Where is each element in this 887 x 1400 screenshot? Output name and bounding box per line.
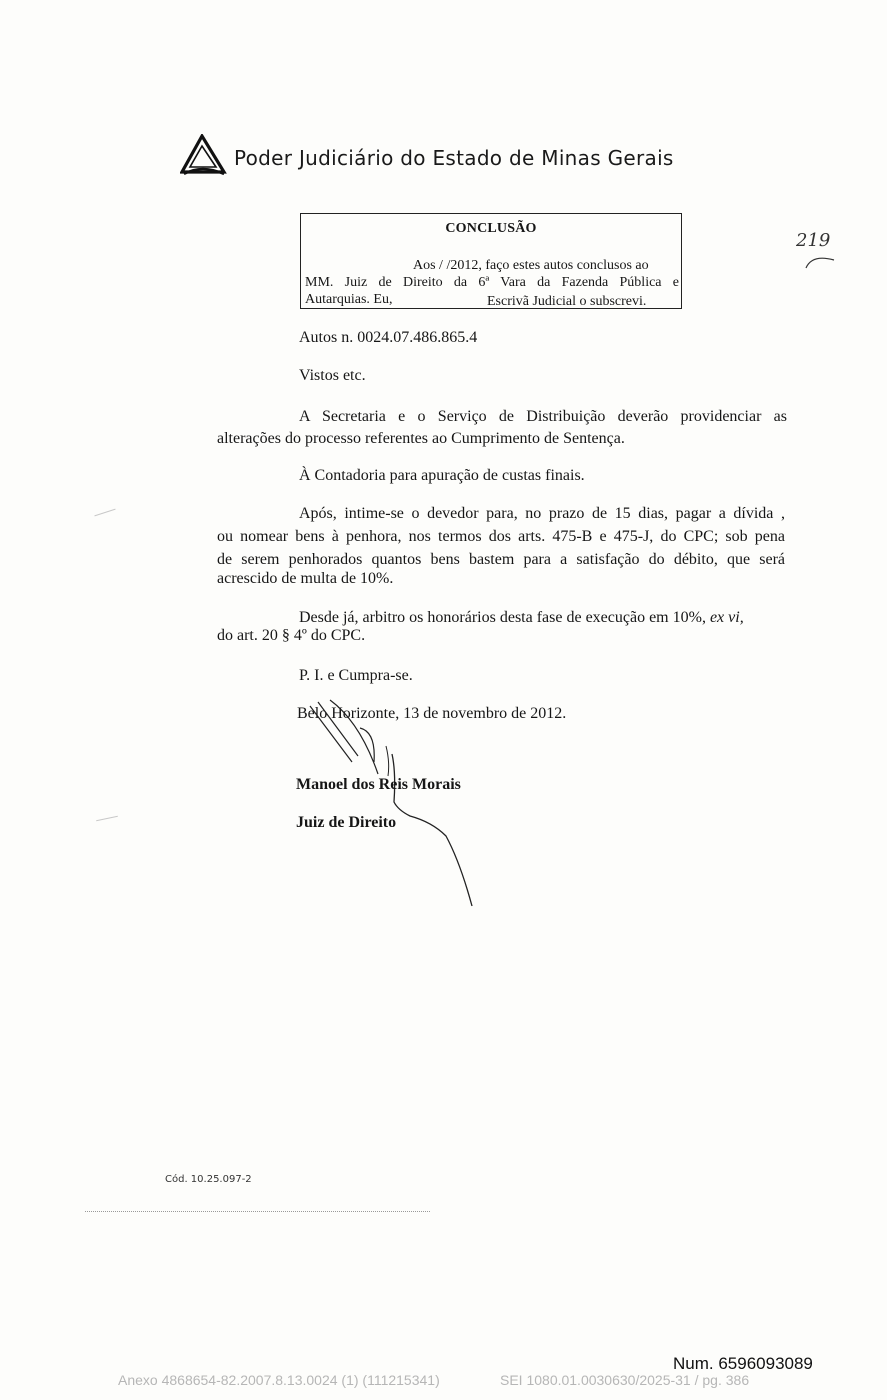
paragraph-2: À Contadoria para apuração de custas finais. <box>299 467 585 484</box>
autos-number: Autos n. 0024.07.486.865.4 <box>299 329 478 346</box>
page-number-flourish <box>804 252 838 270</box>
paragraph-3-line-2: ou nomear bens à penhora, nos termos dos arts. 475-B e 475-J, do CPC; sob pena <box>217 528 785 545</box>
footer-sei: SEI 1080.01.0030630/2025-31 / pg. 386 <box>500 1372 750 1388</box>
tjmg-logo <box>180 134 228 176</box>
conclusao-line-1: Aos / /2012, faço estes autos conclusos ao <box>413 258 649 273</box>
conclusao-line-2: MM. Juiz de Direito da 6ª Vara da Fazenda Pública e <box>305 275 679 290</box>
date-line: Belo Horizonte, 13 de novembro de 2012. <box>297 705 567 722</box>
document-number: Num. 6596093089 <box>673 1354 813 1373</box>
paragraph-4-line-1 <box>299 606 744 629</box>
conclusao-title: CONCLUSÃO <box>445 221 537 236</box>
paragraph-4-line-2: do art. 20 § 4º do CPC. <box>217 627 366 644</box>
paragraph-3-line-3: de serem penhorados quantos bens bastem para a satisfação do débito, que será <box>217 551 785 568</box>
conclusao-stamp-box <box>300 213 682 309</box>
dotted-separator <box>85 1211 430 1212</box>
footer-anexo: Anexo 4868654-82.2007.8.13.0024 (1) (111215341) <box>118 1372 440 1388</box>
scan-mark <box>94 509 115 517</box>
paragraph-1-line-2: alterações do processo referentes ao Cumprimento de Sentença. <box>217 430 625 447</box>
scan-mark <box>96 816 118 822</box>
paragraph-4-text: Desde já, arbitro os honorários desta fase de execução em 10%, <box>299 609 706 626</box>
handwritten-signature <box>300 692 490 912</box>
conclusao-line-3-right: Escrivã Judicial o subscrevi. <box>487 294 647 309</box>
paragraph-3-line-1: Após, intime-se o devedor para, no prazo de 15 dias, pagar a dívida , <box>299 505 785 522</box>
court-header-title: Poder Judiciário do Estado de Minas Gerais <box>234 146 674 170</box>
judge-name: Manoel dos Reis Morais <box>296 776 461 793</box>
paragraph-3-line-4: acrescido de multa de 10%. <box>217 570 394 587</box>
handwritten-page-number: 219 <box>796 230 831 251</box>
judge-role: Juiz de Direito <box>296 814 397 831</box>
vistos-line: Vistos etc. <box>299 367 366 384</box>
paragraph-1-line-1: A Secretaria e o Serviço de Distribuição deverão providenciar as <box>299 408 787 425</box>
conclusao-line-3-left: Autarquias. Eu, <box>305 292 393 307</box>
form-code: Cód. 10.25.097-2 <box>165 1174 252 1185</box>
paragraph-4-latin: ex vi, <box>709 609 744 626</box>
paragraph-5: P. I. e Cumpra-se. <box>299 667 413 684</box>
